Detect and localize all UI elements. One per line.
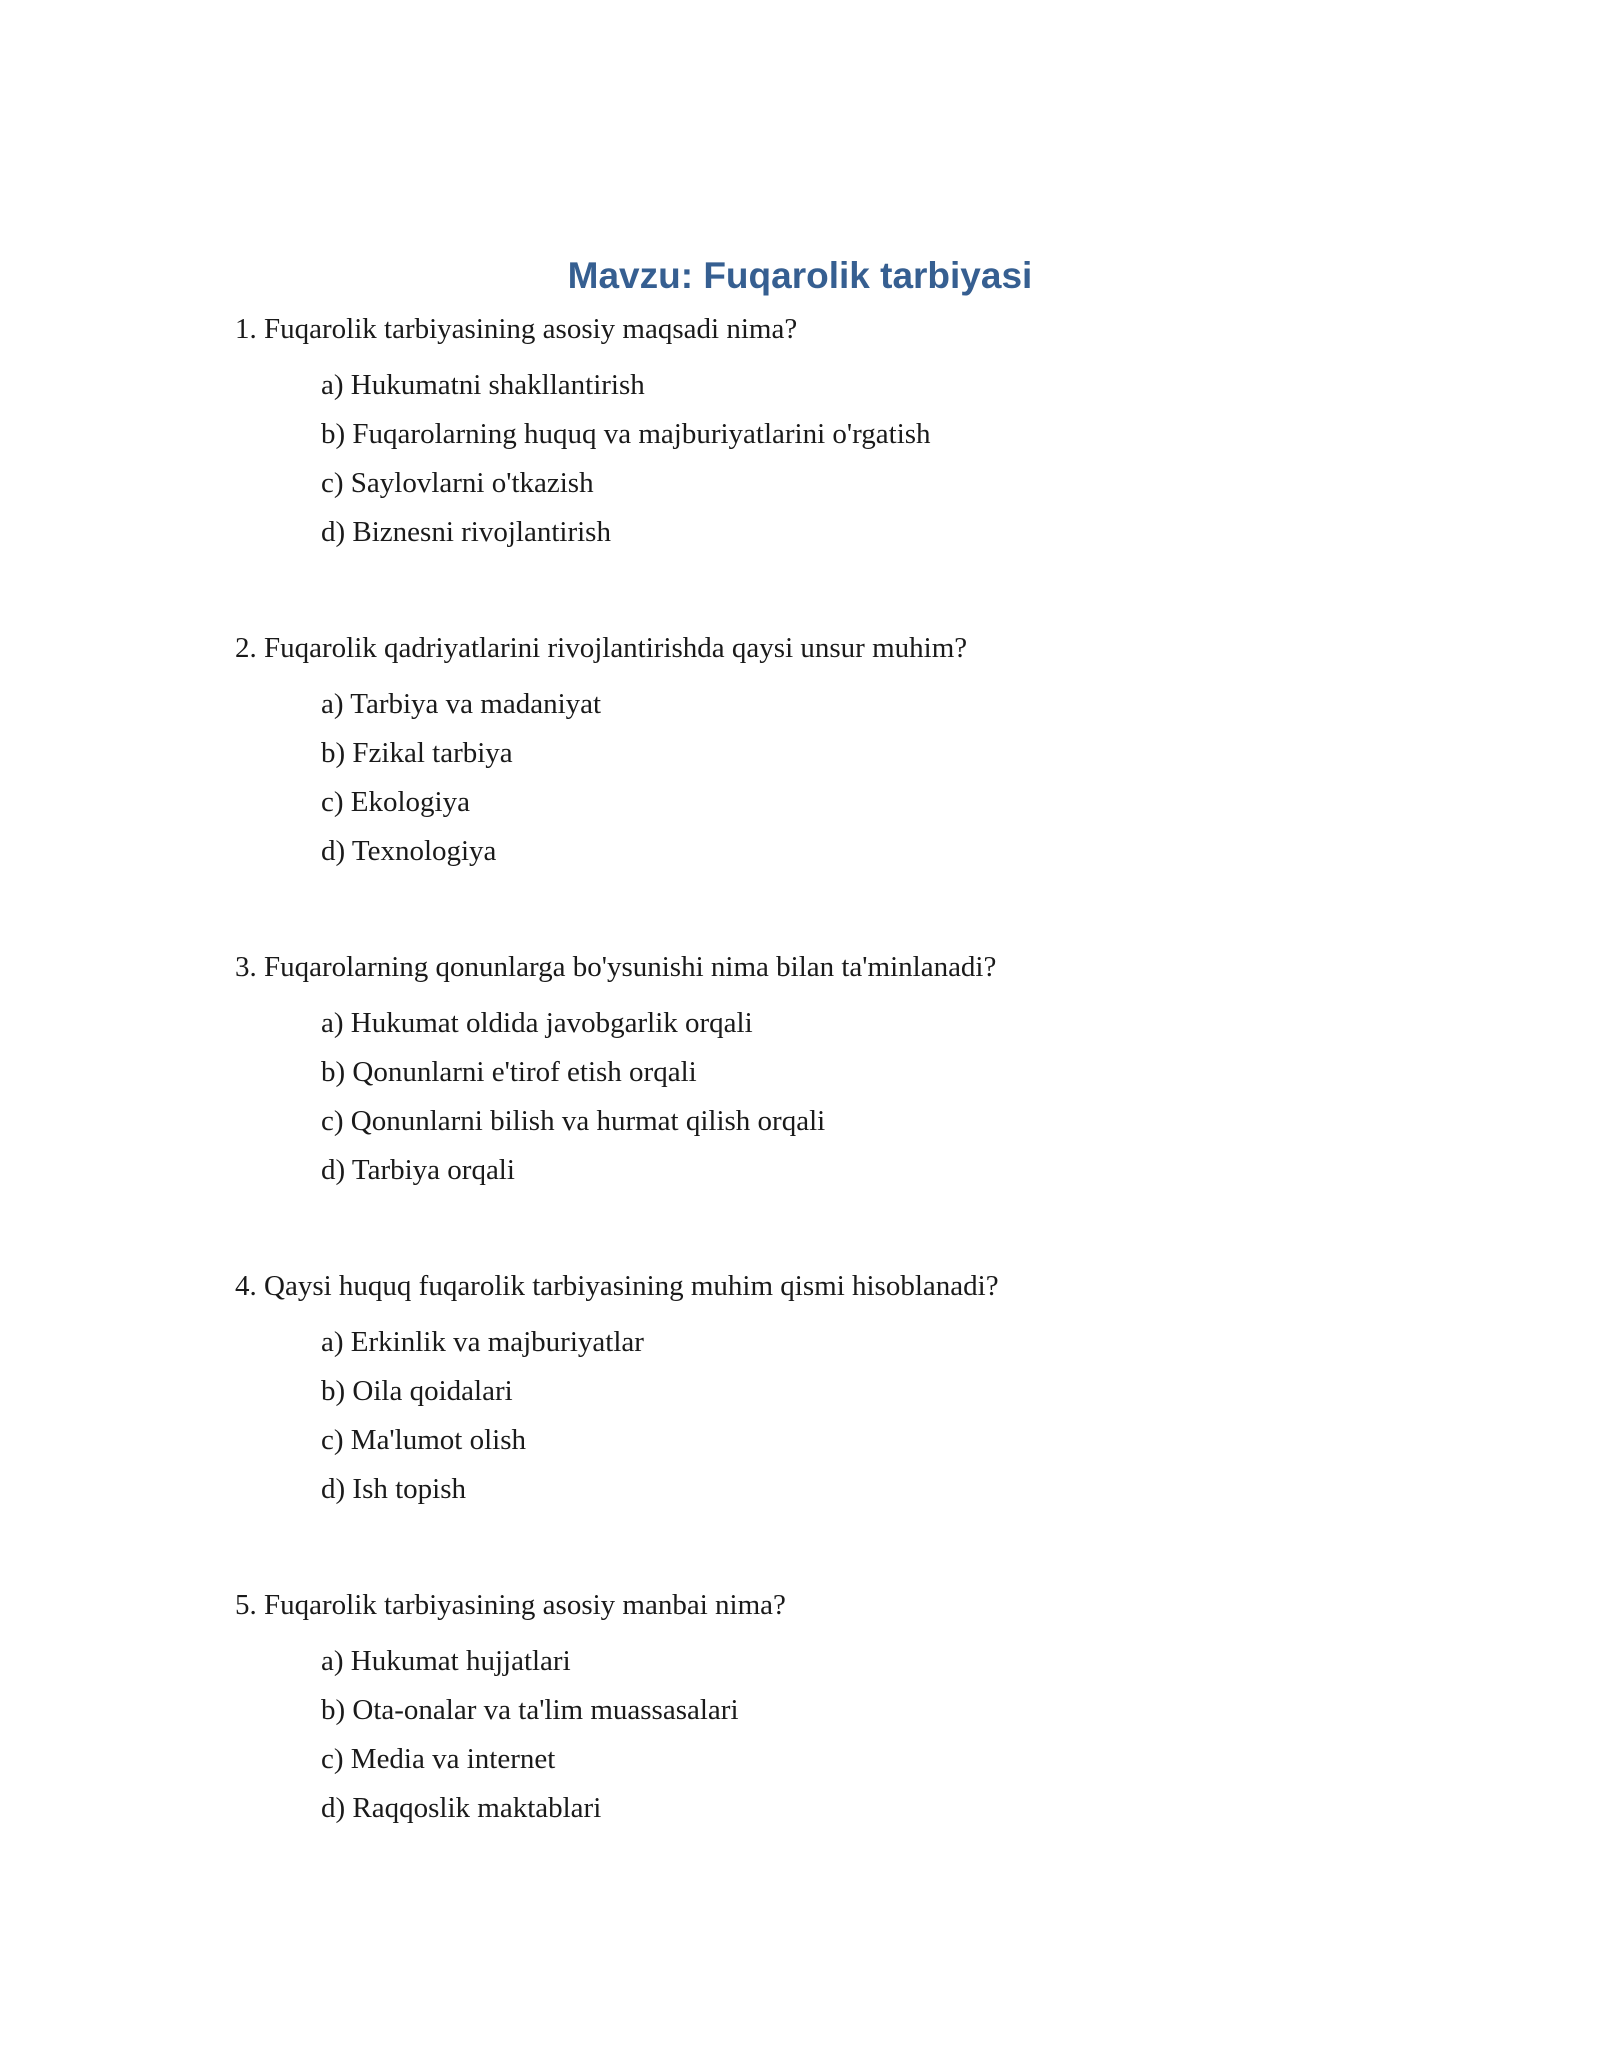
answer-option-d: d) Biznesni rivojlantirish bbox=[321, 516, 611, 548]
answer-options bbox=[235, 1318, 1435, 1514]
question-text: 1. Fuqarolik tarbiyasining asosiy maqsadi nima? bbox=[235, 313, 798, 345]
answer-option-c: c) Ekologiya bbox=[321, 786, 470, 818]
answer-option-b: b) Ota-onalar va ta'lim muassasalari bbox=[321, 1694, 739, 1726]
answer-option-b: b) Qonunlarni e'tirof etish orqali bbox=[321, 1056, 697, 1088]
question-1 bbox=[235, 305, 1435, 557]
question-list bbox=[235, 305, 1435, 1900]
question-4 bbox=[235, 1262, 1435, 1514]
answer-option-a: a) Tarbiya va madaniyat bbox=[321, 688, 602, 720]
answer-options bbox=[235, 680, 1435, 876]
question-text: 4. Qaysi huquq fuqarolik tarbiyasining muhim qismi hisoblanadi? bbox=[235, 1270, 999, 1302]
question-text: 2. Fuqarolik qadriyatlarini rivojlantirishda qaysi unsur muhim? bbox=[235, 632, 968, 664]
answer-options bbox=[235, 361, 1435, 557]
answer-option-a: a) Hukumat hujjatlari bbox=[321, 1645, 571, 1677]
question-text: 5. Fuqarolik tarbiyasining asosiy manbai nima? bbox=[235, 1589, 786, 1621]
question-5 bbox=[235, 1581, 1435, 1833]
answer-option-d: d) Texnologiya bbox=[321, 835, 497, 867]
question-text: 3. Fuqarolarning qonunlarga bo'ysunishi nima bilan ta'minlanadi? bbox=[235, 951, 997, 983]
answer-option-b: b) Fzikal tarbiya bbox=[321, 737, 513, 769]
answer-option-d: d) Raqqoslik maktablari bbox=[321, 1792, 602, 1824]
question-2 bbox=[235, 624, 1435, 876]
answer-option-a: a) Hukumat oldida javobgarlik orqali bbox=[321, 1007, 753, 1039]
answer-options bbox=[235, 1637, 1435, 1833]
answer-option-b: b) Oila qoidalari bbox=[321, 1375, 513, 1407]
answer-option-c: c) Qonunlarni bilish va hurmat qilish orqali bbox=[321, 1105, 826, 1137]
answer-options bbox=[235, 999, 1435, 1195]
answer-option-c: c) Media va internet bbox=[321, 1743, 556, 1775]
answer-option-b: b) Fuqarolarning huquq va majburiyatlarini o'rgatish bbox=[321, 418, 931, 450]
answer-option-a: a) Hukumatni shakllantirish bbox=[321, 369, 645, 401]
answer-option-d: d) Ish topish bbox=[321, 1473, 466, 1505]
question-3 bbox=[235, 943, 1435, 1195]
answer-option-c: c) Ma'lumot olish bbox=[321, 1424, 526, 1456]
answer-option-d: d) Tarbiya orqali bbox=[321, 1154, 515, 1186]
page-title: Mavzu: Fuqarolik tarbiyasi bbox=[567, 255, 1033, 296]
answer-option-c: c) Saylovlarni o'tkazish bbox=[321, 467, 594, 499]
answer-option-a: a) Erkinlik va majburiyatlar bbox=[321, 1326, 644, 1358]
